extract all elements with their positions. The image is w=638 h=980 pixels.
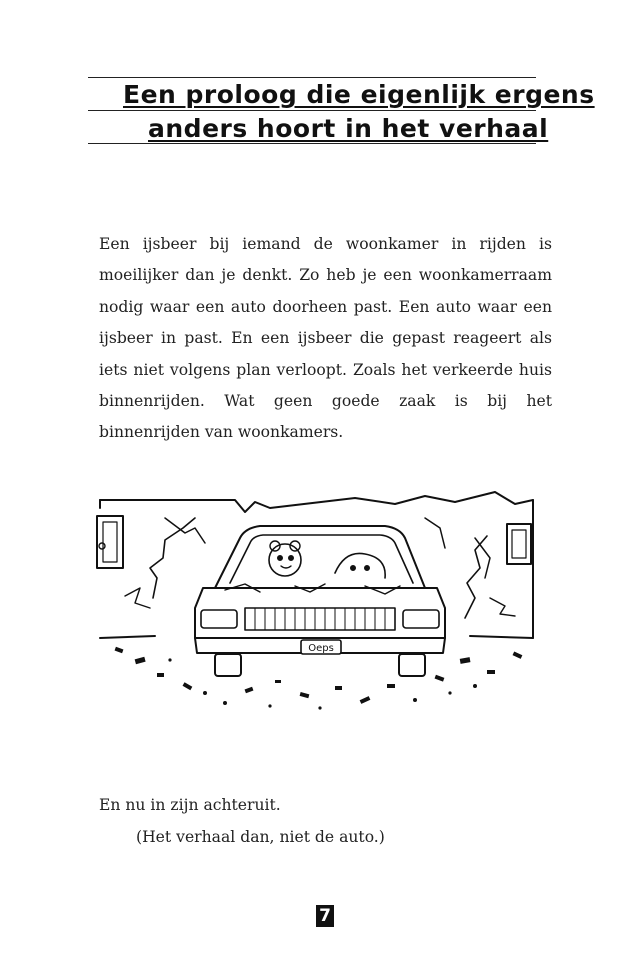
chapter-title-line-2: anders hoort in het verhaal bbox=[148, 114, 549, 143]
body-paragraph: Een ijsbeer bij iemand de woonkamer in rijden is moeilijker dan je denkt. Zo heb je een woonkamerraam nodig waar een auto doorheen past. Een auto waar een ijsbeer in past. En een ijsbeer die gepast reageert als iets niet volgens plan verloopt. Zoals het verkeerde huis binnenrijden. Wat geen goede zaak is bij het binnenrijden van woonkamers. bbox=[99, 235, 552, 442]
chapter-title-line-1: Een proloog die eigenlijk ergens bbox=[123, 80, 595, 109]
license-plate-text: Oeps bbox=[308, 643, 334, 654]
title-rule-middle bbox=[88, 110, 536, 111]
title-rule-top bbox=[88, 77, 536, 78]
closing-line-1: En nu in zijn achteruit. bbox=[99, 796, 281, 814]
car-crash-illustration bbox=[95, 488, 535, 720]
closing-line-2: (Het verhaal dan, niet de auto.) bbox=[136, 828, 385, 846]
title-rule-bottom bbox=[88, 143, 536, 144]
page-number: 7 bbox=[316, 905, 334, 927]
